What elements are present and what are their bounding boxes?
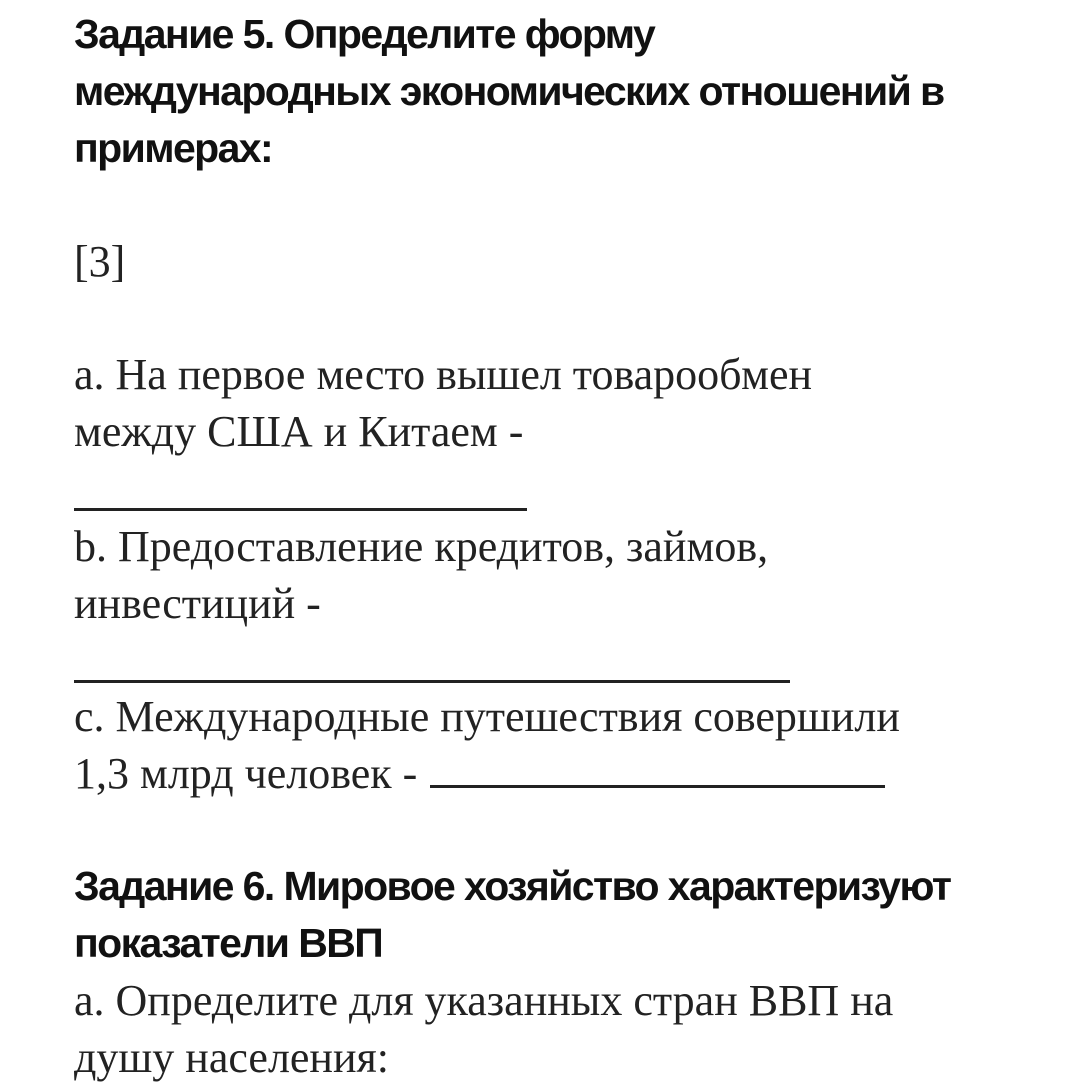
task5-item-a [74,346,812,517]
item-b-text-line: b. Предоставление кредитов, займов, [74,522,769,571]
task5-item-b [74,518,768,689]
answer-underline [74,680,790,683]
item-c-text-line: c. Международные путешествия совершили [74,692,900,741]
answer-underline [74,508,527,511]
task6-heading-line: Задание 6. Мировое хозяйство характеризуют [74,863,951,909]
item-b-text-line: инвестиций - [74,579,321,628]
item-c-text-line-with-blank [74,745,900,802]
item-a-answer-blank[interactable] [74,460,812,517]
item-b-answer-blank[interactable] [74,632,768,689]
item-c-answer-blank[interactable] [430,749,885,788]
task5-heading [74,6,944,177]
task5-heading-line: международных экономических отношений в [74,68,944,114]
task6-item-a-line: a. Определите для указанных стран ВВП на [74,976,894,1025]
item-c-text: 1,3 млрд человек - [74,749,418,798]
task6-heading [74,858,950,972]
task5-item-c [74,688,900,802]
item-a-text-line: a. На первое место вышел товарообмен [74,350,813,399]
task5-heading-line: Задание 5. Определите форму [74,11,655,57]
item-a-text-line: между США и Китаем - [74,407,524,456]
task5-score: [3] [74,237,126,286]
task6-item-a [74,972,893,1086]
task6-item-a-line: душу населения: [74,1033,389,1082]
task6-heading-line: показатели ВВП [74,920,383,966]
task5-heading-line: примерах: [74,125,273,171]
